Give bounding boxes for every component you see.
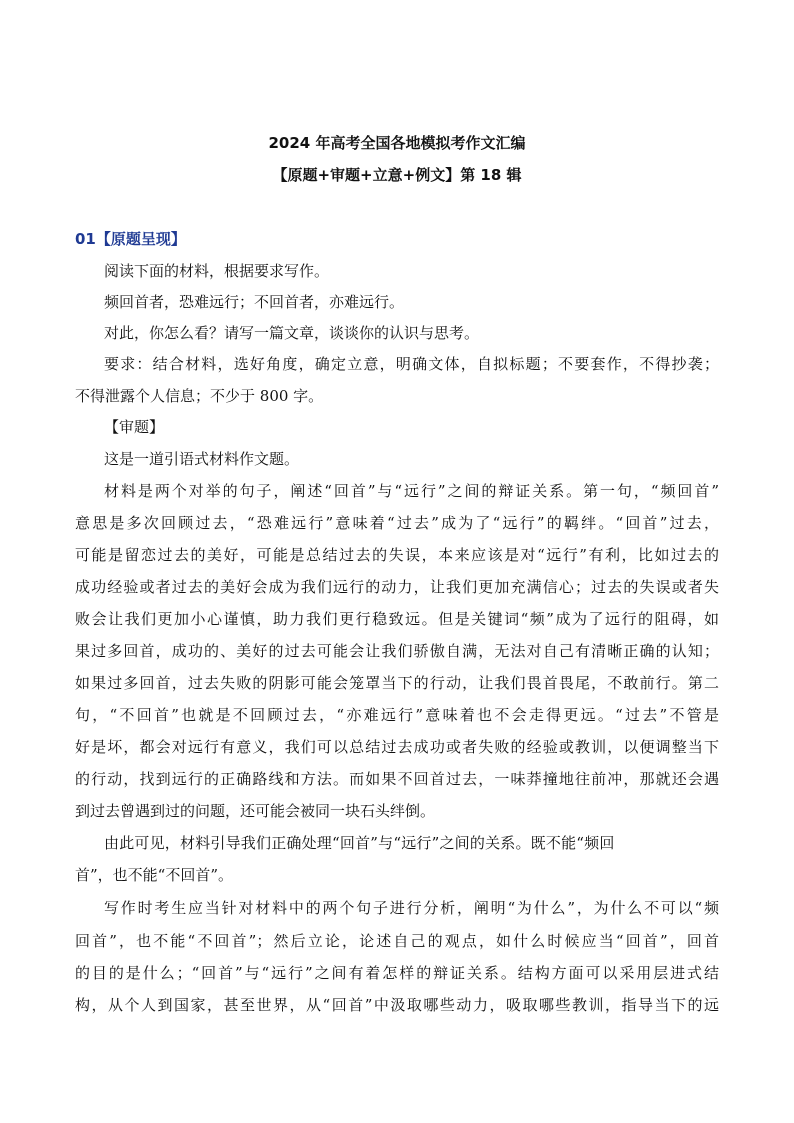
analysis-paragraph-line-6: 果过多回首，成功的、美好的过去可能会让我们骄傲自满，无法对自己有清晰正确的认知；	[75, 642, 719, 660]
analysis-paragraph-line-5: 败会让我们更加小心谨慎，助力我们更行稳致远。但是关键词“频”成为了远行的阻碍，如	[75, 610, 719, 628]
analysis-paragraph-line-1: 材料是两个对举的句子，阐述“回首”与“远行”之间的辩证关系。第一句，“频回首”	[104, 482, 719, 500]
prompt-material: 频回首者，恐难远行；不回首者，亦难远行。	[104, 293, 405, 311]
analysis-paragraph-line-9: 好是坏，都会对远行有意义，我们可以总结过去成功或者失败的经验或教训，以便调整当下	[75, 738, 719, 756]
analysis-paragraph-line-11: 到过去曾遇到过的问题，还可能会被同一块石头绊倒。	[75, 802, 436, 820]
analysis-line-1: 这是一道引语式材料作文题。	[104, 450, 300, 468]
prompt-instruction: 阅读下面的材料，根据要求写作。	[104, 262, 330, 280]
prompt-question: 对此，你怎么看？请写一篇文章，谈谈你的认识与思考。	[104, 324, 480, 342]
analysis-paragraph-line-4: 成功经验或者过去的美好会成为我们远行的动力，让我们更加充满信心；过去的失误或者失	[75, 578, 719, 596]
writing-guidance-line-3: 的目的是什么；“回首”与“远行”之间有着怎样的辩证关系。结构方面可以采用层进式结	[75, 964, 719, 982]
analysis-paragraph-line-8: 句，“不回首”也就是不回顾过去，“亦难远行”意味着也不会走得更远。“过去”不管是	[75, 706, 719, 724]
analysis-paragraph-line-3: 可能是留恋过去的美好，可能是总结过去的失误，本来应该是对“远行”有利，比如过去的	[75, 546, 719, 564]
prompt-requirements-line-2: 不得泄露个人信息；不少于 800 字。	[75, 387, 324, 405]
writing-guidance-line-2: 回首”，也不能“不回首”；然后立论，论述自己的观点，如什么时候应当“回首”，回首	[75, 932, 719, 950]
analysis-paragraph-line-7: 如果过多回首，过去失败的阴影可能会笼罩当下的行动，让我们畏首畏尾，不敢前行。第二	[75, 674, 719, 692]
section-heading-original-question: 01【原题呈现】	[75, 230, 186, 248]
prompt-requirements-line-1: 要求：结合材料，选好角度，确定立意，明确文体，自拟标题；不要套作，不得抄袭；	[104, 355, 719, 373]
writing-guidance-line-1: 写作时考生应当针对材料中的两个句子进行分析，阐明“为什么”，为什么不可以“频	[104, 899, 719, 917]
document-title: 2024 年高考全国各地模拟考作文汇编	[268, 134, 526, 152]
writing-guidance-line-4: 构，从个人到国家，甚至世界，从“回首”中汲取哪些动力，吸取哪些教训，指导当下的远	[75, 996, 719, 1014]
conclusion-paragraph-line-2: 首”，也不能“不回首”。	[75, 866, 234, 884]
section-heading-analysis: 【审题】	[104, 418, 165, 436]
analysis-paragraph-line-10: 的行动，找到远行的正确路线和方法。而如果不回首过去，一味莽撞地往前冲，那就还会遇	[75, 770, 719, 788]
document-subtitle: 【原题+审题+立意+例文】第 18 辑	[272, 166, 522, 184]
analysis-paragraph-line-2: 意思是多次回顾过去，“恐难远行”意味着“过去”成为了“远行”的羁绊。“回首”过去，	[75, 514, 719, 532]
conclusion-paragraph-line-1: 由此可见，材料引导我们正确处理“回首”与“远行”之间的关系。既不能“频回	[104, 834, 615, 852]
